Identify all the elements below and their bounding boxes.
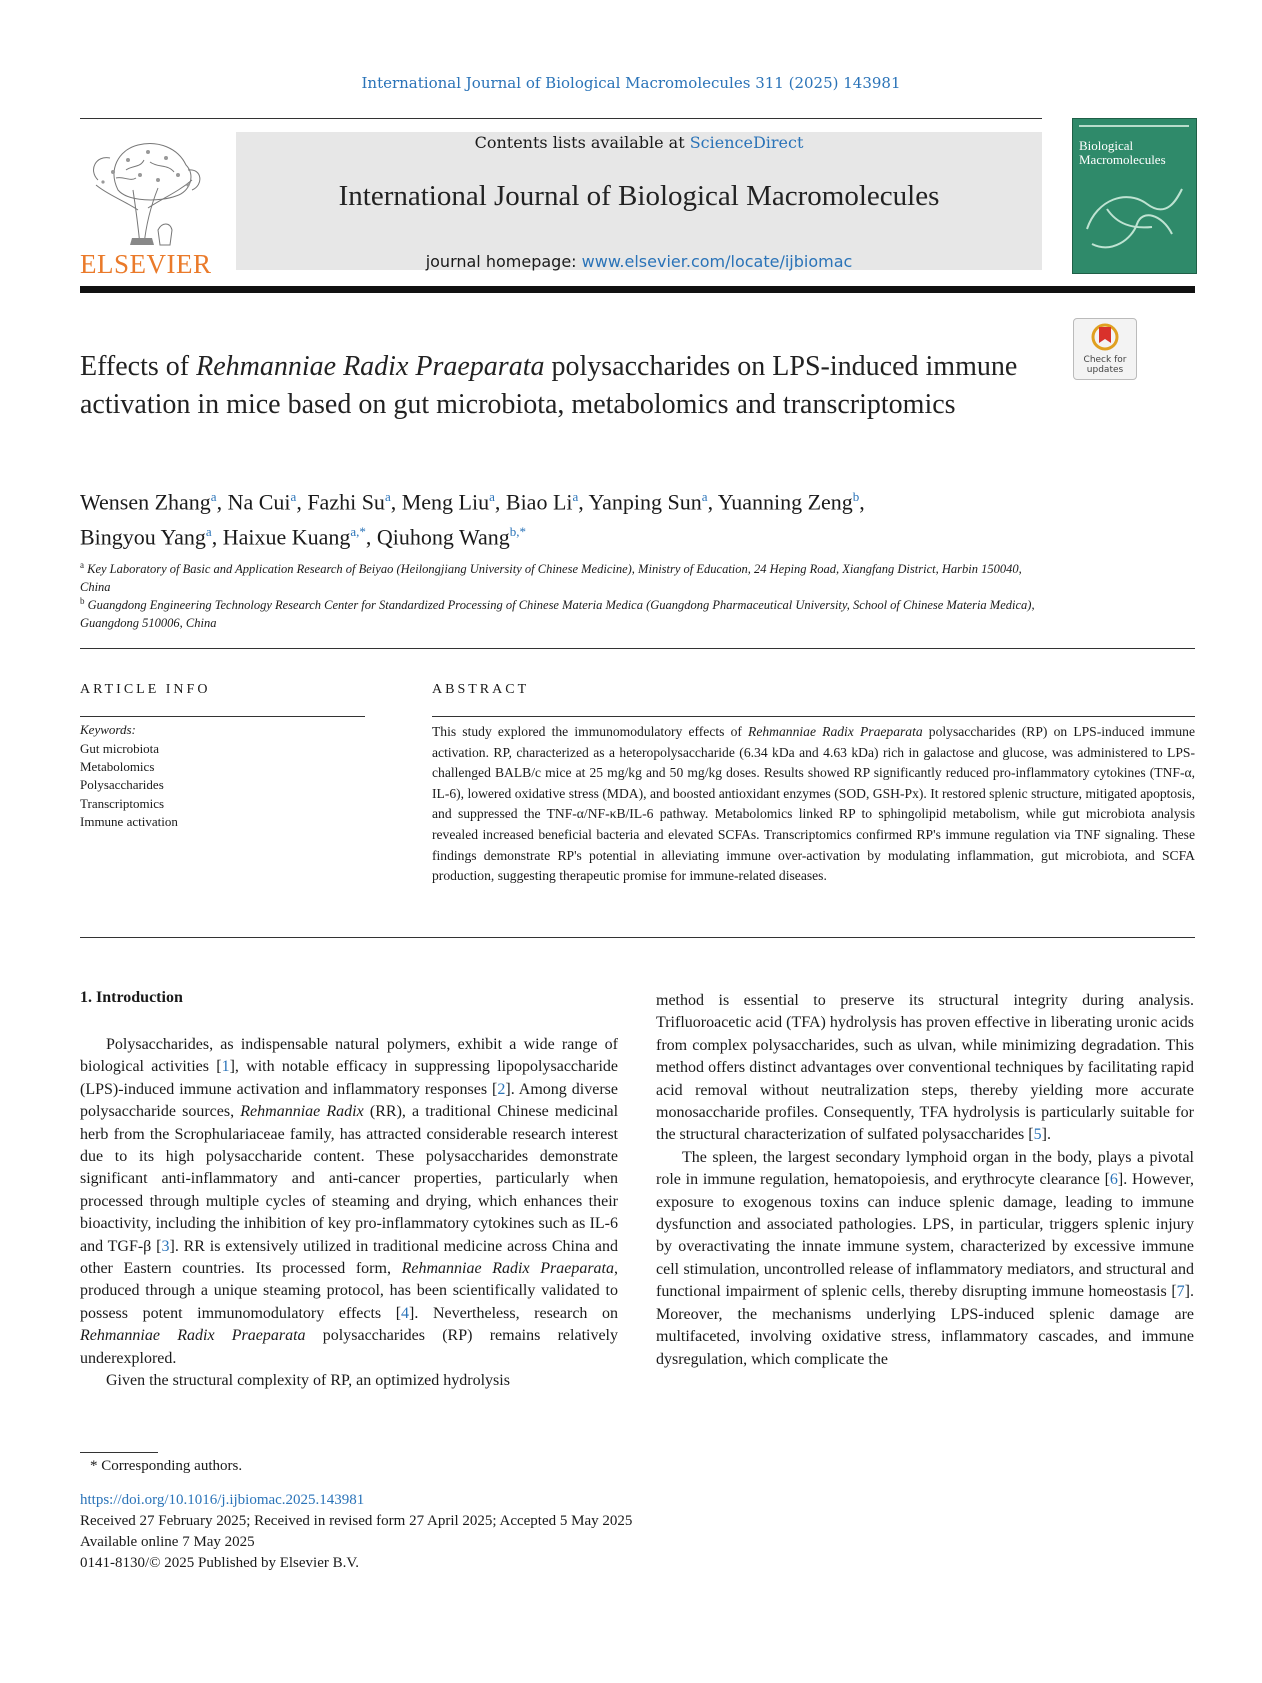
italic-run: Rehmanniae Radix Praeparata — [401, 1260, 615, 1278]
keyword: Transcriptomics — [80, 795, 165, 811]
journal-banner — [236, 132, 1042, 270]
author-affiliation-mark[interactable]: a — [572, 489, 579, 504]
abstract-italic: Rehmanniae Radix Praeparata — [748, 724, 923, 739]
author-list — [80, 482, 1080, 553]
intro-paragraph-1 — [80, 1034, 618, 1370]
intro-paragraph-2: Given the structural complexity of RP, an optimized hydrolysis — [106, 1372, 510, 1390]
title-italic: Rehmanniae Radix Praeparata — [196, 351, 545, 382]
text-run: ]. RR is extensively utilized in traditional medicine across China and other Eastern countries. Its processed form, — [80, 1237, 619, 1278]
author-name[interactable]: Yuanning Zeng — [717, 489, 853, 515]
text-run: ]. However, exposure to exogenous toxins can induce splenic damage, leading to immune dysfunction and associated pathologies. LPS, in particular, triggers splenic injury by overactivating the innate immune system, characterized by excessive immune cell stimulation, uncontrolled release of inflammatory mediators, and structural and functional impairment of splenic cells, thereby disrupting immune homeostasis [ — [656, 1171, 1195, 1301]
cover-molecule-graphic — [1077, 169, 1191, 264]
italic-run: Rehmanniae Radix — [240, 1103, 364, 1121]
affiliation-b-label: b — [80, 596, 85, 606]
author-affiliation-mark[interactable]: a — [701, 489, 708, 504]
footnote-rule — [80, 1452, 158, 1453]
author-separator: , — [859, 489, 865, 515]
affiliation-b-text: Guangdong Engineering Technology Research Center for Standardized Processing of Chinese Materia Medica (Guangdong Pharmaceutical University, School of Chinese Materia Medica), Guangdong 510006, China — [80, 598, 1035, 631]
article-info-heading: ARTICLE INFO — [80, 682, 211, 697]
text-run: ]. — [1041, 1126, 1051, 1144]
author-affiliation-mark[interactable]: a — [205, 524, 212, 540]
author-name[interactable]: Meng Liu — [401, 489, 490, 515]
contents-prefix: Contents lists available at — [474, 133, 690, 152]
journal-cover-image[interactable] — [1072, 118, 1197, 274]
abstract-pre: This study explored the immunomodulatory effects of — [432, 724, 749, 739]
abstract-heading: ABSTRACT — [432, 682, 530, 697]
intro-paragraph-2-continued — [656, 990, 1194, 1147]
top-rule — [80, 118, 1042, 119]
keyword: Metabolomics — [80, 759, 155, 775]
author-separator: , — [578, 489, 589, 515]
citation-link[interactable]: 7 — [1176, 1283, 1185, 1301]
citation-link[interactable]: 6 — [1109, 1171, 1118, 1189]
author-affiliation-mark[interactable]: a,* — [350, 524, 366, 540]
text-run: ]. Moreover, the mechanisms underlying LPS-induced splenic damage are multifaceted, involving oxidative stress, inflammatory cascades, and immune dysregulation, which complicate the — [656, 1283, 1194, 1368]
author-separator: , — [365, 524, 377, 550]
citation-link[interactable]: 3 — [161, 1237, 170, 1255]
journal-reference[interactable]: International Journal of Biological Macromolecules 311 (2025) 143981 — [361, 74, 901, 92]
journal-title: International Journal of Biological Macromolecules — [338, 180, 940, 212]
journal-homepage-link[interactable]: www.elsevier.com/locate/ijbiomac — [581, 252, 853, 271]
text-run: ]. Among diverse polysaccharide sources, — [80, 1080, 618, 1121]
issn-copyright: 0141-8130/© 2025 Published by Elsevier B.V. — [80, 1555, 360, 1571]
title-pre: Effects of — [80, 351, 197, 382]
italic-run: Rehmanniae Radix Praeparata — [80, 1327, 306, 1345]
cover-title: Biological Macromolecules — [1079, 138, 1166, 167]
affiliation-a-label: a — [80, 560, 84, 570]
author-name[interactable]: Yanping Sun — [588, 489, 702, 515]
keyword: Immune activation — [80, 813, 178, 829]
affiliation-b — [80, 592, 1050, 632]
abstract-post: polysaccharides (RP) on LPS-induced immune activation. RP, characterized as a heteropolysaccharide (6.34 kDa and 4.63 kDa) rich in galactose and glucose, was administered to LPS-challenged BALB/c mice at 25 mg/kg and 50 mg/kg doses. Results showed RP significantly reduced pro-inflammatory cytokines (TNF-α, IL-6), lowered oxidative stress (MDA), and boosted antioxidant enzymes (SOD, GSH-Px). It restored splenic structure, mitigated apoptosis, and suppressed the TNF-α/NF-κB/IL-6 pathway. Metabolomics linked RP to sphingolipid metabolism, while gut microbiota analysis revealed increased beneficial bacteria and elevated SCFAs. Transcriptomics confirmed RP's immune regulation via TNF signaling. These findings demonstrate RP's potential in alleviating immune over-activation by modulating inflammation, gut microbiota, and SCFA production, suggesting therapeutic promise for immune-related diseases. — [432, 724, 1195, 884]
body-column-left — [80, 1034, 618, 1393]
crossmark-icon — [1091, 323, 1119, 353]
text-run: ]. Nevertheless, research on — [409, 1304, 618, 1322]
keyword: Gut microbiota — [80, 741, 160, 756]
author-affiliation-mark[interactable]: a — [290, 489, 297, 504]
author-separator: , — [296, 489, 308, 515]
homepage-prefix: journal homepage: — [425, 252, 582, 271]
author-affiliation-mark[interactable]: a — [210, 489, 217, 504]
author-separator: , — [211, 524, 223, 550]
citation-link[interactable]: 1 — [221, 1058, 230, 1076]
author-separator: , — [707, 489, 718, 515]
corresponding-authors-footnote: * Corresponding authors. — [90, 1458, 243, 1474]
citation-link[interactable]: 4 — [401, 1304, 410, 1322]
homepage-line — [236, 252, 1042, 271]
text-run: The spleen, the largest secondary lymphoid organ in the body, plays a pivotal role in immune regulation, hematopoiesis, and erythrocyte clearance [ — [656, 1148, 1194, 1189]
introduction-heading: 1. Introduction — [80, 989, 183, 1006]
author-name[interactable]: Fazhi Su — [307, 489, 385, 515]
affiliation-a — [80, 556, 1050, 596]
received-dates: Received 27 February 2025; Received in revised form 27 April 2025; Accepted 5 May 2025 — [80, 1513, 633, 1529]
author-name[interactable]: Haixue Kuang — [222, 524, 351, 550]
body-column-right — [656, 990, 1194, 1371]
author-affiliation-mark[interactable]: b — [852, 489, 860, 504]
available-online: Available online 7 May 2025 — [80, 1534, 255, 1550]
section-rule — [80, 648, 1195, 649]
text-run: (RR), a traditional Chinese medicinal herb from the Scrophulariaceae family, has attracted considerable research interest due to its high polysaccharide content. These polysaccharides demonstrate significant anti-inflammatory and anti-cancer properties, particularly when processed through multiple cycles of steaming and drying, which enhances their bioactivity, including the inhibition of key pro-inflammatory cytokines such as IL-6 and TGF-β [ — [80, 1103, 619, 1255]
author-name[interactable]: Na Cui — [227, 489, 291, 515]
author-name[interactable]: Qiuhong Wang — [376, 524, 510, 550]
elsevier-wordmark[interactable]: ELSEVIER — [80, 249, 212, 279]
author-separator: , — [494, 489, 506, 515]
text-run: , produced through a unique steaming protocol, has been scientifically validated to possess potent immunomodulatory effects [ — [80, 1260, 619, 1322]
text-run: ], with notable efficacy in suppressing lipopolysaccharide (LPS)-induced immune activation and inflammatory responses [ — [80, 1058, 618, 1098]
text-run: polysaccharides (RP) remains relatively underexplored. — [80, 1327, 618, 1367]
intro-paragraph-3 — [656, 1147, 1194, 1371]
title-post: polysaccharides on LPS-induced immune activation in mice based on gut microbiota, metabolomics and transcriptomics — [80, 351, 1018, 420]
abstract-text — [432, 722, 1195, 887]
doi-link[interactable]: https://doi.org/10.1016/j.ijbiomac.2025.143981 — [80, 1492, 365, 1508]
author-name[interactable]: Wensen Zhang — [80, 489, 211, 515]
author-affiliation-mark[interactable]: a — [489, 489, 495, 504]
text-run: Polysaccharides, as indispensable natural polymers, exhibit a wide range of biological activities [ — [80, 1036, 618, 1076]
keyword: Polysaccharides — [80, 777, 164, 793]
keywords-label: Keywords: — [80, 722, 136, 737]
author-separator: , — [390, 489, 402, 515]
keywords-list — [80, 740, 178, 831]
author-separator: , — [216, 489, 228, 515]
citation-link[interactable]: 2 — [497, 1080, 506, 1098]
check-for-updates-badge[interactable] — [1073, 318, 1137, 380]
author-affiliation-mark[interactable]: b,* — [509, 524, 527, 540]
article-title — [80, 348, 1020, 424]
section-rule — [80, 937, 1195, 938]
header-thick-rule — [80, 286, 1195, 293]
citation-link[interactable]: 5 — [1033, 1126, 1042, 1144]
abstract-rule — [432, 716, 1195, 717]
text-run: method is essential to preserve its structural integrity during analysis. Trifluoroacetic acid (TFA) hydrolysis has proven effective in liberating uronic acids from complex polysaccharides, such as ulvan, while minimizing degradation. This method offers distinct advantages over conventional techniques by facilitating rapid acid removal without neutralization steps, thereby yielding more accurate monosaccharide profiles. Consequently, TFA hydrolysis is particularly suitable for the structural characterization of sulfated polysaccharides [ — [656, 992, 1194, 1144]
crossmark-label: Check for updates — [1083, 355, 1127, 375]
author-name[interactable]: Bingyou Yang — [80, 524, 206, 550]
article-info-rule — [80, 716, 365, 717]
sciencedirect-link[interactable]: ScienceDirect — [689, 133, 804, 152]
affiliation-a-text: Key Laboratory of Basic and Application Research of Beiyao (Heilongjiang University of Chinese Medicine), Ministry of Education, 24 Heping Road, Xiangfang District, Harbin 150040, China — [80, 562, 1022, 595]
author-name[interactable]: Biao Li — [505, 489, 573, 515]
author-affiliation-mark[interactable]: a — [384, 489, 391, 504]
contents-line — [236, 132, 1042, 152]
